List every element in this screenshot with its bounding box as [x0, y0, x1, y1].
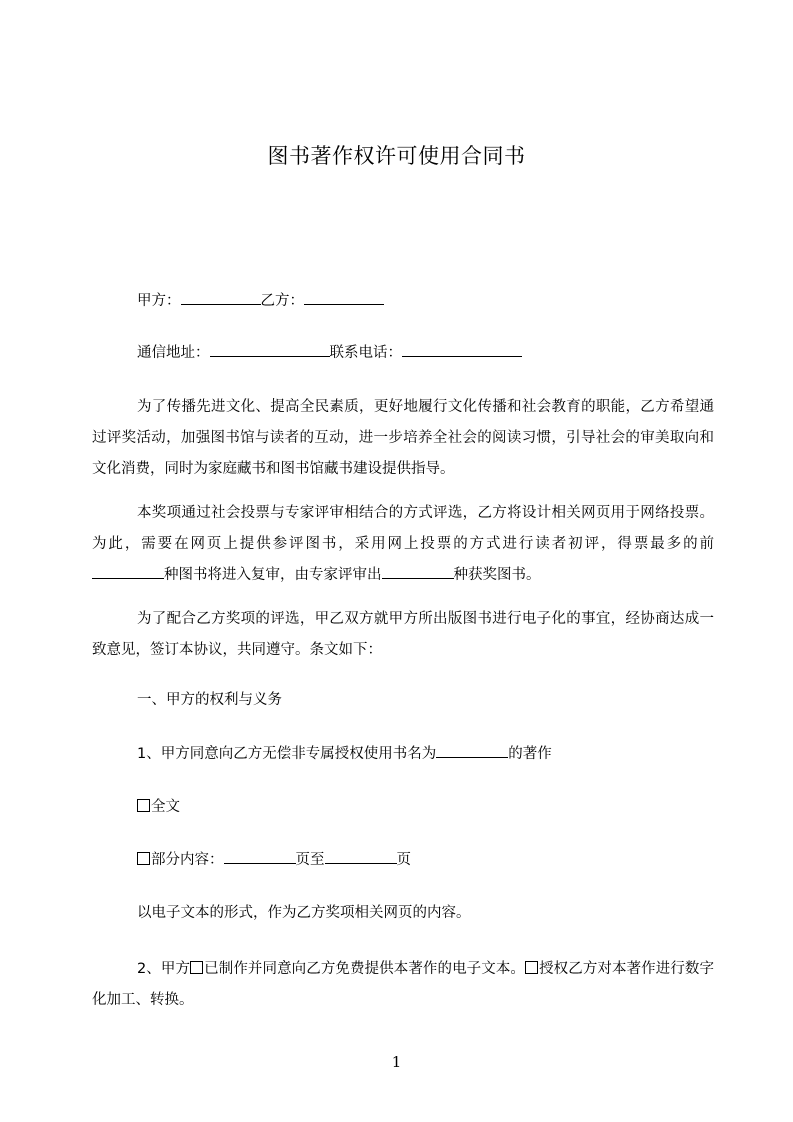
provided-text-checkbox[interactable] [190, 961, 203, 974]
full-text-label: 全文 [151, 799, 180, 815]
address-label: 通信地址： [137, 345, 210, 361]
paragraph-purpose: 为了传播先进文化、提高全民素质，更好地履行文化传播和社会教育的职能，乙方希望通过评奖活动，加强图书馆与读者的互动，进一步培养全社会的阅读习惯，引导社会的审美取向和文化消费，同时为家庭藏书和图书馆藏书建设提供指导。 [92, 399, 714, 477]
party-b-label: 乙方： [260, 293, 304, 309]
paragraph-agreement: 为了配合乙方奖项的评选，甲乙双方就甲方所出版图书进行电子化的事宜，经协商达成一致意见，签订本协议，共同遵守。条文如下： [92, 611, 714, 658]
clause-2-text: 已制作并同意向乙方免费提供本著作的电子文本。 [204, 961, 525, 977]
clause-2 [92, 954, 714, 1016]
clause-1-suffix: 的著作 [508, 746, 552, 762]
paragraph-evaluation [92, 498, 714, 591]
start-page-blank [224, 848, 296, 864]
phone-blank [402, 341, 522, 357]
document-title: 图书著作权许可使用合同书 [267, 144, 526, 168]
digitization-checkbox[interactable] [525, 961, 538, 974]
party-a-blank [181, 289, 261, 305]
partial-content-label: 部分内容： [151, 852, 224, 868]
party-names-line [137, 289, 384, 313]
clause-2-authorize: 授权乙方对本著作进行数字化加工、转换。 [92, 961, 715, 1008]
page-from-label: 页至 [295, 852, 325, 868]
page-to-label: 页 [396, 852, 411, 868]
award-count-blank [382, 563, 454, 579]
top-count-blank [92, 563, 164, 579]
party-b-blank [304, 289, 384, 305]
end-page-blank [325, 848, 397, 864]
evaluation-text-1: 本奖项通过社会投票与专家评审相结合的方式评选，乙方将设计相关网页用于网络投票。为此，需要在网页上提供参评图书，采用网上投票的方式进行读者初评，得票最多的前 [92, 505, 714, 552]
evaluation-text-2: 种图书将进入复审，由专家评审出 [164, 567, 382, 583]
section-heading: 一、甲方的权利与义务 [137, 692, 282, 708]
address-blank [210, 341, 330, 357]
phone-label: 联系电话： [329, 345, 402, 361]
book-title-blank [436, 742, 508, 758]
evaluation-text-3: 种获奖图书。 [453, 567, 541, 583]
option-full [137, 795, 180, 819]
page-number: 1 [391, 1053, 402, 1071]
full-text-checkbox[interactable] [137, 799, 150, 812]
party-a-label: 甲方： [137, 293, 181, 309]
clause-2-lead: 2、甲方 [137, 961, 191, 977]
option-partial [137, 848, 411, 872]
clause-1 [137, 742, 552, 766]
partial-content-checkbox[interactable] [137, 852, 150, 865]
contact-line [137, 341, 522, 365]
form-statement: 以电子文本的形式，作为乙方奖项相关网页的内容。 [137, 905, 471, 921]
clause-1-text: 1、甲方同意向乙方无偿非专属授权使用书名为 [137, 746, 437, 762]
